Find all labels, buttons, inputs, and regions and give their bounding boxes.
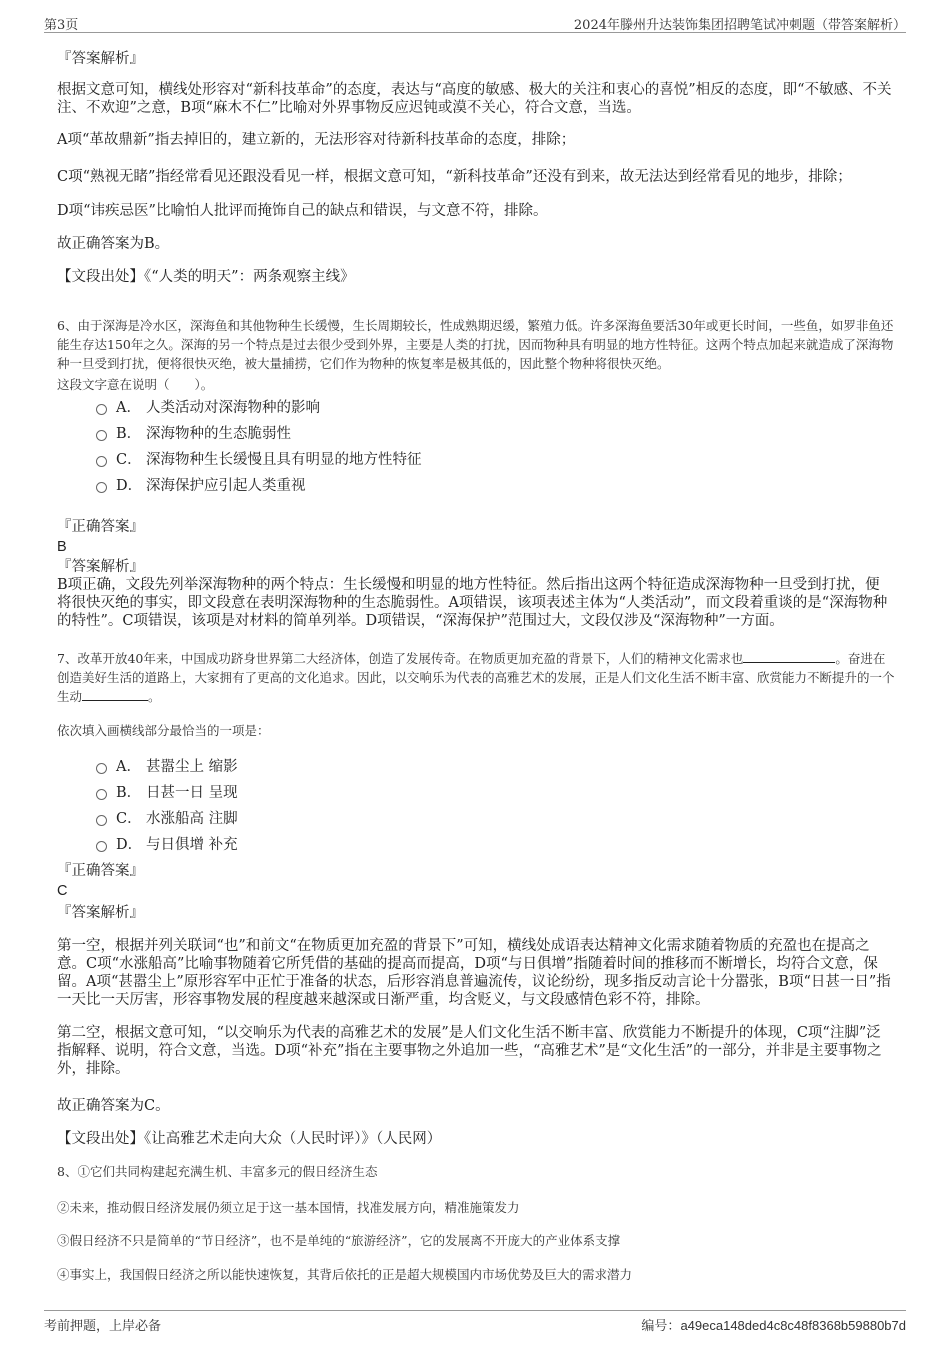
blank-1 [743, 650, 835, 663]
q6-analysis: B项正确，文段先列举深海物种的两个特点：生长缓慢和明显的地方性特征。然后指出这两个特征造成深海物种一旦受到打扰，便将很快灭绝的事实，即文段意在表明深海物种的生态脆弱性。A项错误，该项表述主体为“人类活动”，而文段着重谈的是“深海物种的特性”。C项错误，该项是对材料的简单列举。D项错误，“深海保护”范围过大，文段仅涉及“深海物种”一方面。 [57, 577, 888, 629]
q6-answer: B [57, 539, 67, 555]
q6-option-b[interactable]: B． 深海物种的生态脆弱性 [96, 424, 291, 444]
q7-option-d[interactable]: D． 与日俱增 补充 [96, 835, 238, 855]
q5-analysis-option-c: C项“熟视无睹”指经常看见还跟没看见一样，根据文意可知，“新科技革命”还没有到来，故无法达到经常看见的地步，排除； [57, 169, 852, 185]
q7-conclusion: 故正确答案为C。 [57, 1098, 170, 1114]
q8-item-1: 8、①它们共同构建起充满生机、丰富多元的假日经济生态 [57, 1164, 378, 1179]
document-title: 2024年滕州升达装饰集团招聘笔试冲刺题（带答案解析） [573, 18, 906, 33]
page-number: 第3页 [44, 18, 79, 33]
q5-analysis-option-d: D项“讳疾忌医”比喻怕人批评而掩饰自己的缺点和错误，与文意不符，排除。 [57, 203, 548, 219]
q6-ask: 这段文字意在说明（ ）。 [57, 377, 214, 392]
q6-answer-label: 『正确答案』 [57, 519, 144, 535]
q6-option-c[interactable]: C． 深海物种生长缓慢且具有明显的地方性特征 [96, 450, 422, 470]
q7-analysis-label: 『答案解析』 [57, 905, 144, 921]
blank-2 [82, 688, 148, 701]
radio-icon[interactable] [96, 404, 107, 415]
q7-answer-label: 『正确答案』 [57, 863, 144, 879]
q6-analysis-label: 『答案解析』 [57, 559, 144, 575]
q7-answer: C [57, 883, 68, 899]
radio-icon[interactable] [96, 815, 107, 826]
q6-option-a[interactable]: A． 人类活动对深海物种的影响 [96, 398, 320, 418]
q7-ask: 依次填入画横线部分最恰当的一项是： [57, 723, 270, 738]
q5-analysis-para1: 根据文意可知，横线处形容对“新科技革命”的态度，表达与“高度的敏感、极大的关注和衷心的喜悦”相反的态度，即“不敏感、不关注、不欢迎”之意，B项“麻木不仁”比喻对外界事物反应迟钝或漠不关心，符合文意，当选。 [57, 82, 892, 116]
radio-icon[interactable] [96, 482, 107, 493]
q7-source: 【文段出处】《让高雅艺术走向大众（人民时评）》（人民网） [57, 1131, 442, 1147]
q7-option-c[interactable]: C． 水涨船高 注脚 [96, 809, 238, 829]
radio-icon[interactable] [96, 763, 107, 774]
radio-icon[interactable] [96, 430, 107, 441]
q5-source: 【文段出处】《“人类的明天”：两条观察主线》 [57, 269, 355, 285]
q5-analysis-label: 『答案解析』 [57, 51, 144, 67]
q8-item-3: ③假日经济不只是简单的“节日经济”，也不是单纯的“旅游经济”，它的发展离不开庞大的产业体系支撑 [57, 1233, 621, 1248]
q6-option-d[interactable]: D． 深海保护应引起人类重视 [96, 476, 306, 496]
q7-analysis-para2: 第二空，根据文意可知，“以交响乐为代表的高雅艺术的发展”是人们文化生活不断丰富、欣赏能力不断提升的体现，C项“注脚”泛指解释、说明，符合文意，当选。D项“补充”指在主要事物之外追加一些，“高雅艺术”是“文化生活”的一部分，并非是主要事物之外，排除。 [57, 1025, 882, 1077]
page-footer [44, 1310, 906, 1333]
document-code: 编号：a49eca148ded4c8c48f8368b59880b7d [641, 1318, 906, 1334]
q7-stem: 7、改革开放40年来，中国成功跻身世界第二大经济体，创造了发展传奇。在物质更加充盈的背景下，人们的精神文化需求也 。奋进在创造美好生活的道路上，大家拥有了更高的文化追求。因此，以交响乐为代表的高雅艺术的发展，正是人们文化生活不断丰富、欣赏能力不断提升的一个生动 。 [57, 651, 895, 704]
q5-conclusion: 故正确答案为B。 [57, 236, 170, 252]
radio-icon[interactable] [96, 841, 107, 852]
radio-icon[interactable] [96, 456, 107, 467]
q7-option-a[interactable]: A． 甚嚣尘上 缩影 [96, 757, 238, 777]
footer-slogan: 考前押题，上岸必备 [44, 1319, 162, 1334]
radio-icon[interactable] [96, 789, 107, 800]
q6-stem: 6、由于深海是冷水区，深海鱼和其他物种生长缓慢，生长周期较长，性成熟期迟缓，繁殖力低。许多深海鱼要活30年或更长时间，一些鱼，如罗非鱼还能生存达150年之久。深海的另一个特点是过去很少受到外界，主要是人类的打扰，因而物种具有明显的地方性特征。这两个特点加起来就造成了深海物种一旦受到打扰，便将很快灭绝，被大量捕捞，它们作为物种的恢复率是极其低的，因此整个物种将很快灭绝。 [57, 318, 894, 371]
q8-item-4: ④事实上，我国假日经济之所以能快速恢复，其背后依托的正是超大规模国内市场优势及巨大的需求潜力 [57, 1267, 633, 1282]
q7-analysis-para1: 第一空，根据并列关联词“也”和前文“在物质更加充盈的背景下”可知，横线处成语表达精神文化需求随着物质的充盈也在提高之意。C项“水涨船高”比喻事物随着它所凭借的基础的提高而提高，D项“与日俱增”指随着时间的推移而不断增长，均符合文意，保留。A项“甚嚣尘上”原形容军中正忙于准备的状态，后形容消息普遍流传，议论纷纷，现多指反动言论十分嚣张，B项“日甚一日”指一天比一天厉害，形容事物发展的程度越来越深或日渐严重，均含贬义，与文段感情色彩不符，排除。 [57, 938, 891, 1008]
q8-item-2: ②未来，推动假日经济发展仍须立足于这一基本国情，找准发展方向，精准施策发力 [57, 1200, 520, 1215]
q5-analysis-option-a: A项“革故鼎新”指去掉旧的，建立新的，无法形容对待新科技革命的态度，排除； [57, 132, 576, 148]
page-header [44, 12, 906, 33]
q7-option-b[interactable]: B． 日甚一日 呈现 [96, 783, 238, 803]
